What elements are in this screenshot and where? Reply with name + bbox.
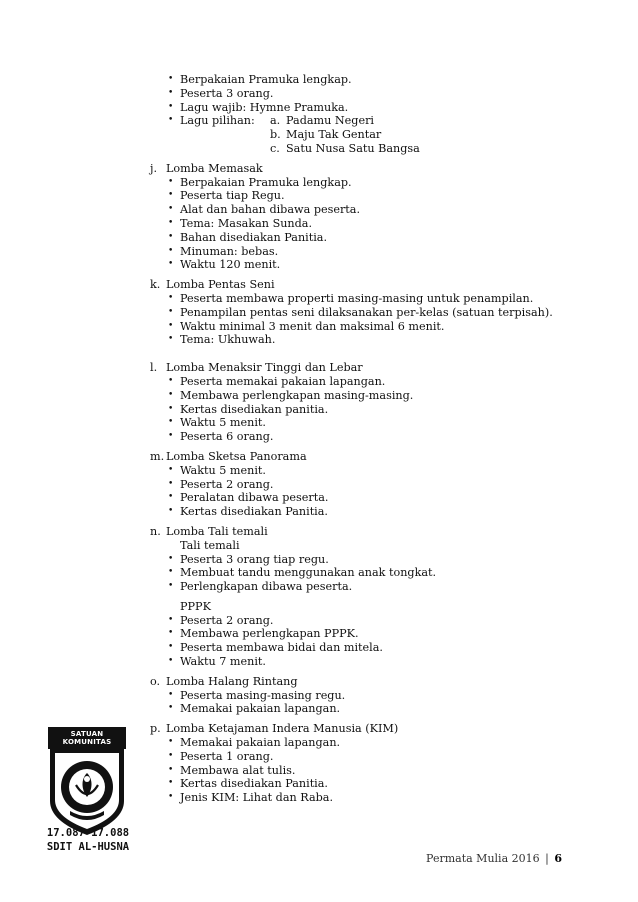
lagu-option-c xyxy=(150,142,600,156)
section-title: Lomba Menaksir Tinggi dan Lebar xyxy=(166,361,363,375)
list-item: • Peserta 2 orang. xyxy=(150,614,600,628)
option-text: Satu Nusa Satu Bangsa xyxy=(286,141,420,155)
list-item: • Peserta tiap Regu. xyxy=(150,189,600,203)
list-item: • Kertas disediakan Panitia. xyxy=(150,505,600,519)
section-title: Lomba Pentas Seni xyxy=(166,278,275,292)
list-item: • Peserta masing-masing regu. xyxy=(150,689,600,703)
section-j xyxy=(150,162,600,272)
lagu-pilihan-label: • Lagu pilihan: xyxy=(180,114,255,128)
list-item: • Peralatan dibawa peserta. xyxy=(150,491,600,505)
list-item: • Peserta memakai pakaian lapangan. xyxy=(150,375,600,389)
section-o xyxy=(150,675,600,716)
logo-banner: SATUAN KOMUNITAS xyxy=(48,727,126,749)
section-title: Lomba Ketajaman Indera Manusia (KIM) xyxy=(166,722,399,736)
list-item: • Kertas disediakan panitia. xyxy=(150,403,600,417)
section-continued xyxy=(150,73,600,156)
logo-caption xyxy=(38,826,138,854)
section-title: Lomba Halang Rintang xyxy=(166,674,298,688)
list-item: • Tema: Masakan Sunda. xyxy=(150,217,600,231)
subsection-title: PPPK xyxy=(180,599,211,613)
list-item: • Minuman: bebas. xyxy=(150,245,600,259)
list-item: • Bahan disediakan Panitia. xyxy=(150,231,600,245)
list-item: • Peserta 2 orang. xyxy=(150,478,600,492)
list-item: • Waktu 7 menit. xyxy=(150,655,600,669)
option-key: c. xyxy=(270,141,280,155)
list-item: • Waktu 120 menit. xyxy=(150,258,600,272)
list-item: • Lagu wajib: Hymne Pramuka. xyxy=(150,101,600,115)
list-item: • Waktu 5 menit. xyxy=(150,464,600,478)
list-item: • Peserta 6 orang. xyxy=(150,430,600,444)
section-letter: n. xyxy=(150,524,161,538)
option-text: Padamu Negeri xyxy=(286,114,375,128)
option-text: Maju Tak Gentar xyxy=(286,128,382,142)
satuan-komunitas-logo xyxy=(48,727,126,835)
page-footer xyxy=(426,852,562,865)
list-item: • Waktu minimal 3 menit dan maksimal 6 menit. xyxy=(150,320,600,334)
section-letter: l. xyxy=(150,361,158,375)
footer-separator: | xyxy=(545,852,549,865)
section-letter: k. xyxy=(150,278,161,292)
option-key: b. xyxy=(270,128,281,142)
list-item: • Kertas disediakan Panitia. xyxy=(150,777,600,791)
section-title: Lomba Memasak xyxy=(166,161,263,175)
list-item: • Memakai pakaian lapangan. xyxy=(150,702,600,716)
list-item: • Membawa perlengkapan masing-masing. xyxy=(150,389,600,403)
list-item: • Perlengkapan dibawa peserta. xyxy=(150,580,600,594)
page-number: 6 xyxy=(554,852,562,865)
section-letter: m. xyxy=(150,449,165,463)
lagu-option-b xyxy=(150,128,600,142)
subsection-title: Tali temali xyxy=(180,538,240,552)
list-item: • Penampilan pentas seni dilaksanakan per-kelas (satuan terpisah). xyxy=(150,306,600,320)
list-item: • Jenis KIM: Lihat dan Raba. xyxy=(150,791,600,805)
list-item: • Membawa alat tulis. xyxy=(150,764,600,778)
list-item: • Membuat tandu menggunakan anak tongkat. xyxy=(150,566,600,580)
list-item: • Peserta membawa bidai dan mitela. xyxy=(150,641,600,655)
section-letter: p. xyxy=(150,722,161,736)
list-item: • Peserta 1 orang. xyxy=(150,750,600,764)
list-item: • Tema: Ukhuwah. xyxy=(150,333,600,347)
section-title: Lomba Sketsa Panorama xyxy=(166,449,307,463)
section-n xyxy=(150,525,600,669)
lagu-pilihan-item xyxy=(150,114,600,128)
section-m xyxy=(150,450,600,519)
list-item: • Peserta membawa properti masing-masing untuk penampilan. xyxy=(150,292,600,306)
section-letter: o. xyxy=(150,674,161,688)
list-item: • Peserta 3 orang tiap regu. xyxy=(150,553,600,567)
footer-text: Permata Mulia 2016 xyxy=(426,852,540,865)
list-item: • Peserta 3 orang. xyxy=(150,87,600,101)
option-key: a. xyxy=(270,114,281,128)
logo-school: SDIT AL-HUSNA xyxy=(46,841,130,853)
section-letter: j. xyxy=(150,161,158,175)
section-title: Lomba Tali temali xyxy=(166,524,268,538)
section-p xyxy=(150,722,600,805)
list-item: • Alat dan bahan dibawa peserta. xyxy=(150,203,600,217)
list-item: • Berpakaian Pramuka lengkap. xyxy=(150,73,600,87)
list-item: • Membawa perlengkapan PPPK. xyxy=(150,627,600,641)
shield-emblem-icon xyxy=(48,749,126,835)
section-l xyxy=(150,361,600,444)
logo-code: 17.087–17.088 xyxy=(46,827,130,839)
list-item: • Memakai pakaian lapangan. xyxy=(150,736,600,750)
list-item: • Waktu 5 menit. xyxy=(150,416,600,430)
list-item: • Berpakaian Pramuka lengkap. xyxy=(150,176,600,190)
section-k xyxy=(150,278,600,347)
document-body xyxy=(150,73,600,811)
